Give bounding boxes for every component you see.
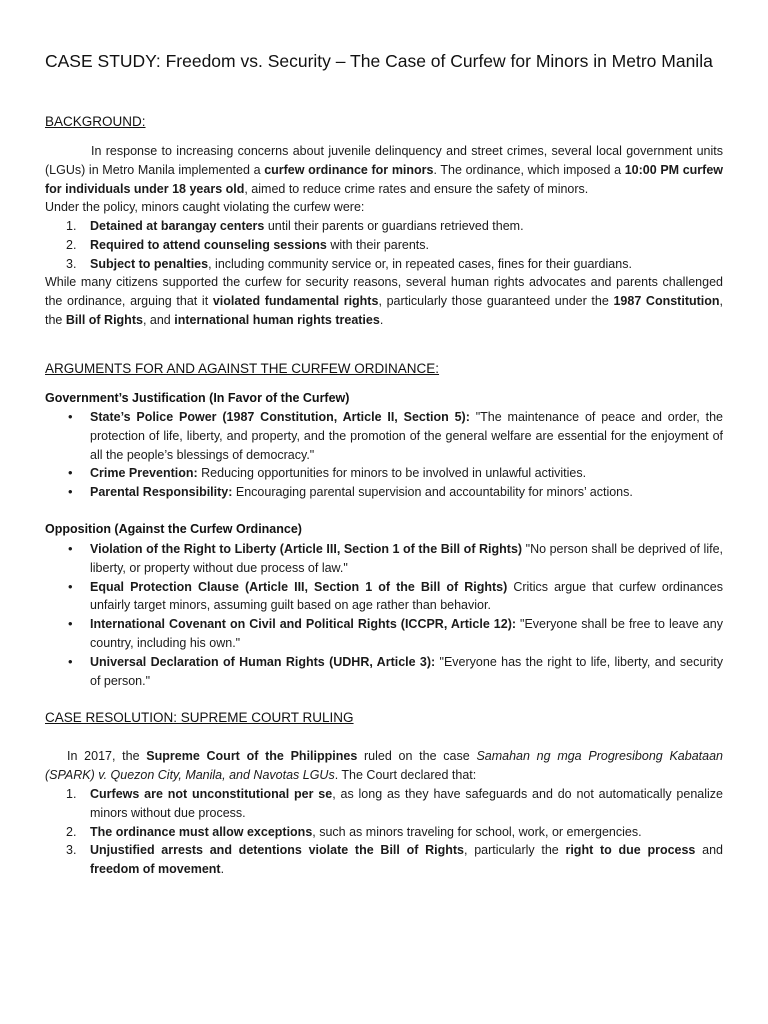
text-run: , as long as they have safeguards and do not automatically penalize minors without due process. <box>90 787 723 820</box>
bold-run: Violation of the Right to Liberty (Article III, Section 1 of the Bill of Rights) <box>90 542 523 556</box>
text-run: , the <box>45 293 724 327</box>
opposition-subheading: Opposition (Against the Curfew Ordinance) <box>45 522 302 536</box>
list-item <box>45 785 723 823</box>
bold-run: curfew ordinance for minors <box>264 162 434 177</box>
text-run: , such as minors traveling for school, work, or emergencies. <box>312 824 642 839</box>
opposition-list <box>45 540 723 690</box>
bold-run: State’s Police Power (1987 Constitution, Article II, Section 5): <box>90 410 470 424</box>
text-run: and <box>695 843 723 858</box>
list-item <box>45 578 723 616</box>
text-run: Reducing opportunities for minors to be involved in unlawful activities. <box>197 466 587 481</box>
bold-run: Universal Declaration of Human Rights (UDHR, Article 3): <box>90 654 436 669</box>
list-item <box>45 540 723 578</box>
text-run: until their parents or guardians retrieved them. <box>264 219 524 233</box>
page-title: CASE STUDY: Freedom vs. Security – The Case of Curfew for Minors in Metro Manila <box>45 51 713 71</box>
list-number: 3. <box>66 256 77 271</box>
text-run: , particularly those guaranteed under the <box>378 293 614 308</box>
bold-run: Curfews are not unconstitutional per se <box>90 787 333 801</box>
bold-run: International Covenant on Civil and Political Rights (ICCPR, Article 12): <box>90 617 517 632</box>
list-item <box>45 483 723 502</box>
resolution-heading: CASE RESOLUTION: SUPREME COURT RULING <box>45 710 354 725</box>
text-run: "Everyone shall be free to leave any country, including his own." <box>90 617 723 650</box>
background-section <box>45 142 723 217</box>
bold-run: Supreme Court of the Philippines <box>146 749 358 763</box>
list-item <box>45 217 723 236</box>
list-number: 2. <box>66 237 77 252</box>
bold-run: Bill of Rights <box>65 312 143 327</box>
text-run: , aimed to reduce crime rates and ensure the safety of minors. <box>244 181 589 196</box>
ruling-list <box>45 785 723 879</box>
bold-run: The ordinance must allow exceptions <box>90 824 313 839</box>
text-run: . The Court declared that: <box>334 767 477 782</box>
bullet: • <box>68 465 73 481</box>
text-run: , particularly the <box>464 843 566 858</box>
bullet: • <box>68 541 73 556</box>
bold-run: 10:00 PM curfew for individuals under 18 years old <box>45 162 724 196</box>
text-run: Encouraging parental supervision and accountability for minors’ actions. <box>232 485 633 500</box>
text-run: , and <box>142 312 175 327</box>
case-name: Samahan ng mga Progresibong Kabataan (SPARK) v. Quezon City, Manila, and Navotas LGUs <box>45 749 723 782</box>
background-heading: BACKGROUND: <box>45 114 146 129</box>
favor-subheading: Government’s Justification (In Favor of the Curfew) <box>45 391 350 405</box>
bold-run: 1987 Constitution <box>613 293 720 308</box>
text-run: In 2017, the <box>67 749 147 763</box>
text-run: In response to increasing concerns about juvenile delinquency and street crimes, several local government units (LGUs) in Metro Manila implemented a <box>45 144 723 177</box>
bold-run: Required to attend counseling sessions <box>90 237 327 252</box>
text-run: "No person shall be deprived of life, liberty, or property without due process of law." <box>90 542 723 575</box>
text-run: "The maintenance of peace and order, the protection of life, liberty, and property, and the promotion of the general welfare are essential for the enjoyment of all the people’s blessings of democracy." <box>90 410 723 462</box>
bold-run: Unjustified arrests and detentions violate the Bill of Rights <box>90 843 464 858</box>
penalty-list <box>45 217 723 273</box>
list-number: 3. <box>66 843 77 858</box>
bold-run: Equal Protection Clause (Article III, Section 1 of the Bill of Rights) <box>90 579 508 594</box>
bold-run: Detained at barangay centers <box>90 219 265 233</box>
arguments-heading: ARGUMENTS FOR AND AGAINST THE CURFEW ORDINANCE: <box>45 361 440 376</box>
text-run: . <box>220 862 225 877</box>
bold-run: Crime Prevention: <box>90 466 198 481</box>
bullet: • <box>68 578 73 594</box>
list-number: 1. <box>66 219 77 233</box>
bullet: • <box>68 484 73 500</box>
list-item <box>45 236 723 255</box>
text-run: Critics argue that curfew ordinances unfairly target minors, assuming guilt based on age rather than behavior. <box>90 579 724 613</box>
bold-run: Subject to penalties <box>90 256 209 271</box>
list-item <box>45 823 723 842</box>
background-closing-paragraph <box>45 273 723 329</box>
bold-run: right to due process <box>565 843 696 858</box>
bold-run: Parental Responsibility: <box>90 485 233 500</box>
background-intro-paragraph <box>45 142 723 198</box>
list-item <box>45 653 723 691</box>
bold-run: freedom of movement <box>90 862 221 877</box>
list-number: 2. <box>66 824 77 839</box>
resolution-intro-paragraph <box>45 747 723 785</box>
list-item <box>45 841 723 879</box>
list-item <box>45 464 723 483</box>
list-item <box>45 408 723 464</box>
favor-list <box>45 408 723 502</box>
bullet: • <box>68 409 73 424</box>
bold-run: international human rights treaties <box>174 312 380 327</box>
list-item <box>45 615 723 653</box>
text-run: , including community service or, in repeated cases, fines for their guardians. <box>208 256 632 271</box>
text-run: ruled on the case <box>357 749 477 763</box>
bullet: • <box>68 616 73 632</box>
list-item <box>45 255 723 274</box>
bold-run: violated fundamental rights <box>212 293 379 308</box>
bullet: • <box>68 653 73 669</box>
text-run: with their parents. <box>326 237 429 252</box>
text-run: . <box>379 312 384 327</box>
text-run: . The ordinance, which imposed a <box>433 162 625 177</box>
policy-line: Under the policy, minors caught violating the curfew were: <box>45 200 365 215</box>
text-run: "Everyone has the right to life, liberty, and security of person." <box>90 654 723 688</box>
text-run: While many citizens supported the curfew for security reasons, several human rights advocates and parents challenged the ordinance, arguing that it <box>45 275 723 308</box>
list-number: 1. <box>66 787 77 801</box>
